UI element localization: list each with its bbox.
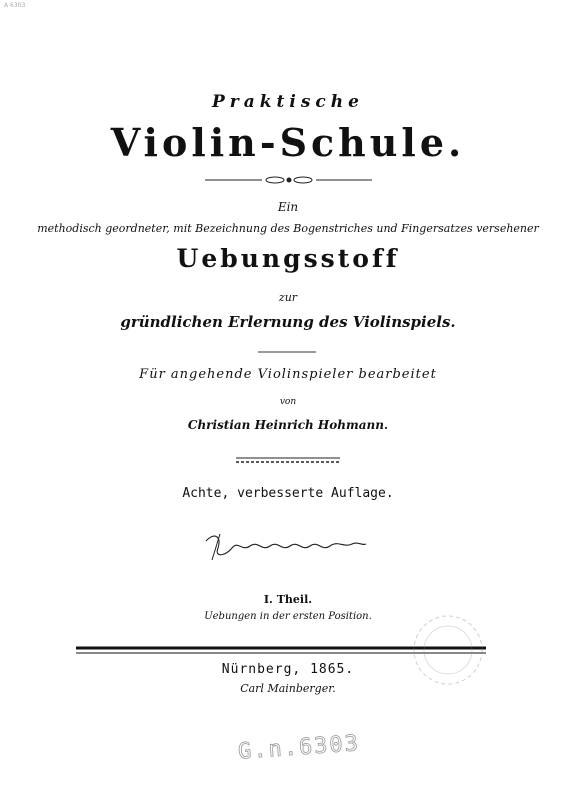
imprint-city-year: Nürnberg, 1865.	[221, 662, 355, 677]
handwritten-annotation	[206, 534, 366, 560]
title-kicker: Praktische	[212, 92, 364, 112]
subtitle-ein: Ein	[277, 200, 299, 214]
subtitle-description: methodisch geordneter, mit Bezeichnung des Bogenstriches und Fingersatzes versehener	[37, 222, 539, 235]
subtitle-uebungsstoff: Uebungsstoff	[176, 244, 400, 273]
audience-line: Für angehende Violinspieler bearbeitet	[139, 367, 437, 382]
library-stamp	[414, 616, 482, 684]
edition-line: Achte, verbesserte Auflage.	[182, 486, 394, 501]
von-label: von	[279, 397, 297, 407]
ornamental-rule	[205, 177, 372, 183]
library-mark: A 6303	[4, 2, 26, 9]
imprint-publisher: Carl Mainberger.	[240, 682, 336, 695]
subtitle-zur: zur	[278, 291, 298, 304]
double-rule	[236, 458, 340, 462]
author-name: Christian Heinrich Hohmann.	[187, 418, 389, 432]
shelf-mark-stamp: G.n.6303	[237, 731, 361, 765]
subtitle-purpose: gründlichen Erlernung des Violinspiels.	[120, 313, 456, 331]
part-number: I. Theil.	[263, 593, 313, 606]
part-subtitle: Uebungen in der ersten Position.	[204, 611, 372, 622]
main-title: Violin-Schule.	[110, 120, 466, 165]
